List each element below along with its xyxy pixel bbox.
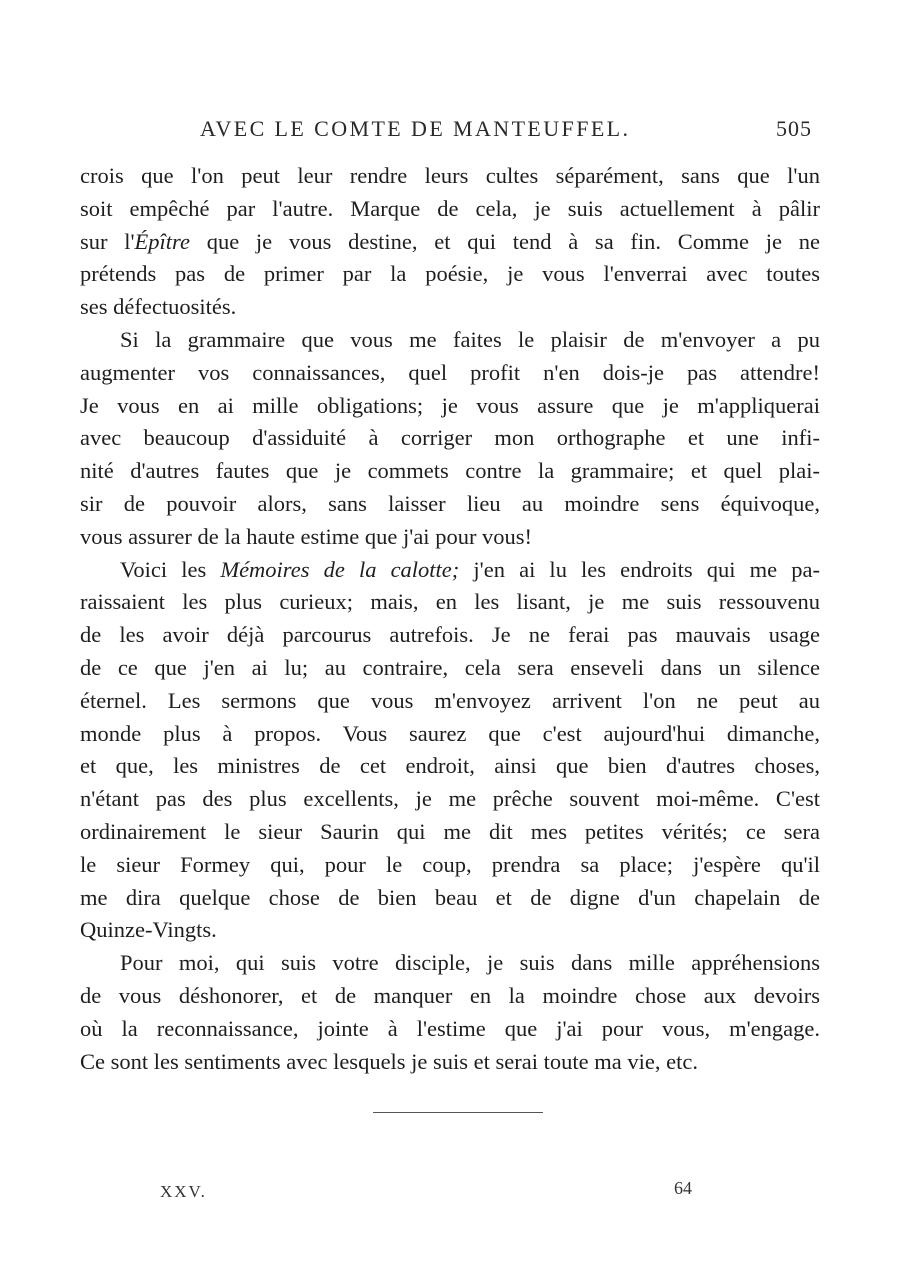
text-line [80,226,820,259]
text-line: prétends pas de primer par la poésie, je vous l'enverrai avec toutes [80,261,820,287]
text-line: de ce que j'en ai lu; au contraire, cela sera enseveli dans un silence [80,654,820,680]
text-line: le sieur Formey qui, pour le coup, prendra sa place; j'espère qu'il [80,851,820,877]
text-line: et que, les ministres de cet endroit, ainsi que bien d'autres choses, [80,753,820,779]
text-line [80,554,820,587]
italic-title-epitre: Épître [134,228,190,254]
page-header [200,116,812,146]
section-divider-rule [373,1112,543,1113]
text-run: j'en ai lu les endroits qui me pa- [459,556,820,582]
text-line: de les avoir déjà parcourus autrefois. Je ne ferai pas mauvais usage [80,622,820,648]
text-line: crois que l'on peut leur rendre leurs cultes séparément, sans que l'un [80,163,820,188]
text-line: soit empêché par l'autre. Marque de cela, je suis actuellement à pâlir [80,195,820,221]
paragraph-2 [80,324,820,554]
text-line: où la reconnaissance, jointe à l'estime que j'ai pour vous, m'engage. [80,1015,820,1041]
page-number: 505 [776,116,812,141]
text-line: éternel. Les sermons que vous m'envoyez arrivent l'on ne peut au [80,687,820,713]
italic-title-memoires: Mémoires de la calotte; [220,556,460,582]
text-line: vous assurer de la haute estime que j'ai pour vous! [80,523,533,549]
text-line: sir de pouvoir alors, sans laisser lieu au moindre sens équivoque, [80,490,820,516]
text-line: Quinze-Vingts. [80,917,217,943]
text-line: n'étant pas des plus excellents, je me prêche souvent moi-même. C'est [80,786,820,812]
text-run: sur l' [80,228,135,254]
paragraph-4 [80,947,820,1078]
sheet-number: 64 [674,1178,692,1198]
running-title: AVEC LE COMTE DE MANTEUFFEL. [200,116,631,141]
text-run: Voici les [120,556,221,582]
text-line: monde plus à propos. Vous saurez que c'est aujourd'hui dimanche, [80,720,820,746]
text-line: ses défectuosités. [80,294,237,320]
text-line: Pour moi, qui suis votre disciple, je suis dans mille appréhensions [120,950,820,976]
text-line: Je vous en ai mille obligations; je vous assure que je m'appliquerai [80,392,820,418]
text-line: ordinairement le sieur Saurin qui me dit mes petites vérités; ce sera [80,818,820,844]
text-line: augmenter vos connaissances, quel profit n'en dois-je pas attendre! [80,359,820,385]
text-line: raissaient les plus curieux; mais, en les lisant, je me suis ressouvenu [80,589,820,615]
paragraph-3 [80,554,820,948]
text-run: que je vous destine, et qui tend à sa fin. Comme je ne [189,228,820,254]
text-line: Ce sont les sentiments avec lesquels je suis et serai toute ma vie, etc. [80,1048,698,1074]
paragraph-1 [80,160,820,324]
text-line: avec beaucoup d'assiduité à corriger mon orthographe et une infi- [80,425,820,451]
text-line: me dira quelque chose de bien beau et de digne d'un chapelain de [80,884,820,910]
letter-body [80,160,820,1078]
text-line: nité d'autres fautes que je commets contre la grammaire; et quel plai- [80,458,820,484]
text-line: de vous déshonorer, et de manquer en la moindre chose aux devoirs [80,982,820,1008]
signature-mark: XXV. [160,1182,207,1201]
text-line: Si la grammaire que vous me faites le plaisir de m'envoyer a pu [120,326,820,352]
